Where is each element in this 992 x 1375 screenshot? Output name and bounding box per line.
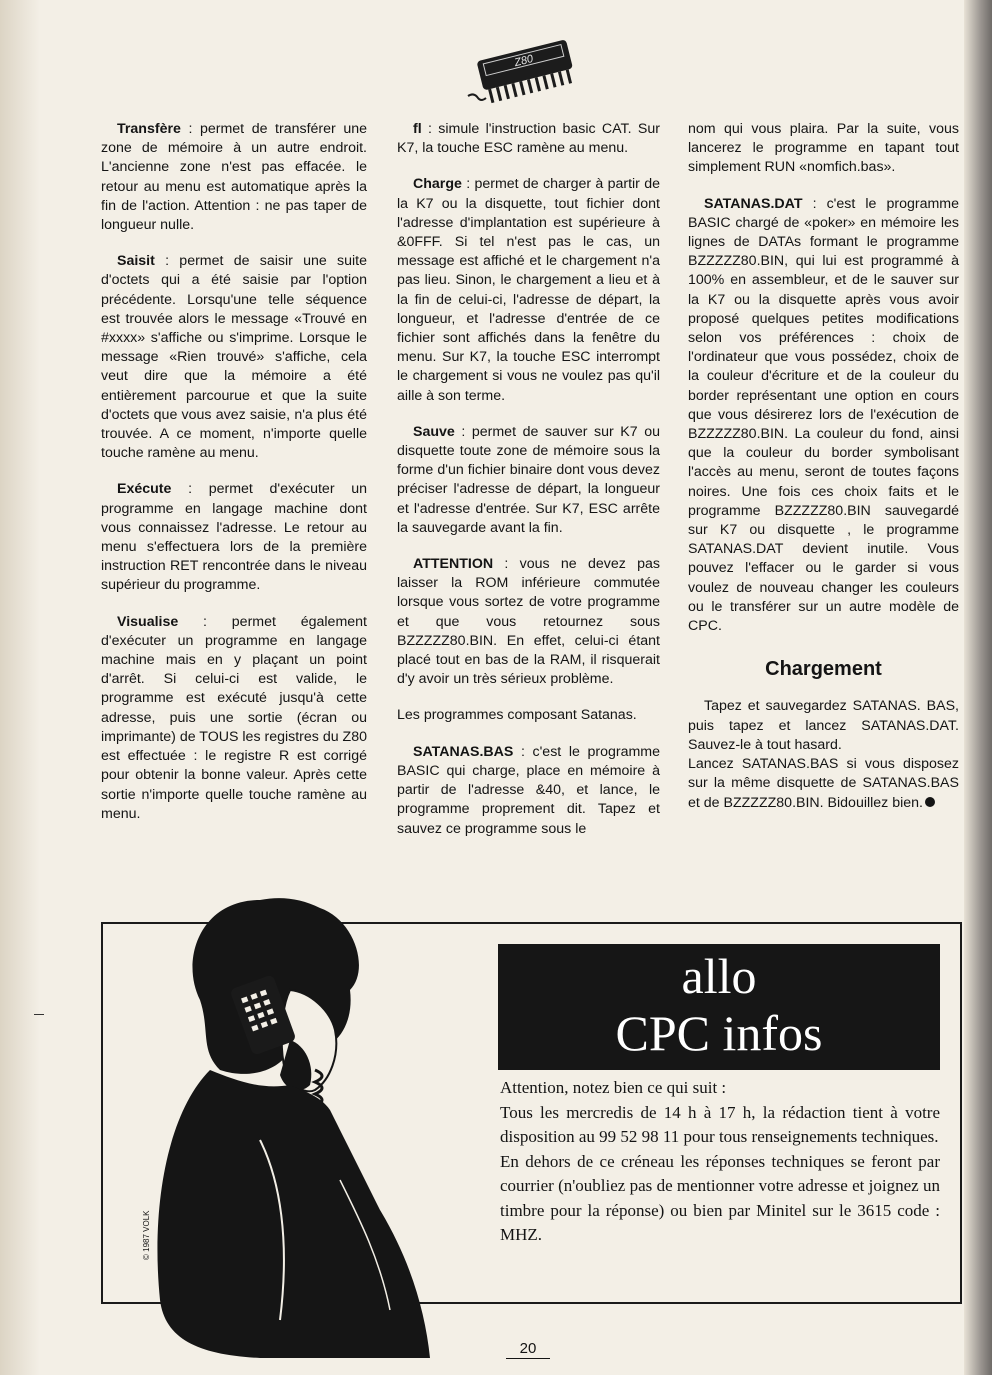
paragraph-text: : permet de sauver sur K7 ou disquette toute zone de mémoire sous la forme d'un fichier binaire dont vous devez préciser l'adresse de départ, la longueur et l'adresse d'entrée. Sur K7, ESC arrête la sauvegarde avant la fin.: [397, 423, 660, 536]
column1-paragraph: [101, 252, 367, 463]
article-column-2: [397, 120, 660, 856]
chargement-paragraph-2: Lancez SATANAS.BAS si vous disposez sur la même disquette de SATANAS.BAS et de BZZZZZ80.BIN. Bidouillez bien.: [688, 756, 959, 811]
woman-on-phone-illustration: [140, 880, 440, 1360]
paragraph-keyword: Visualise: [117, 613, 179, 630]
column2-paragraph: [397, 423, 660, 538]
paragraph-text: : permet d'exécuter un programme en langage machine dont vous connaissez l'adresse. Le retour au menu s'effectuera lors de la première instruction RET rencontrée dans le niveau supérieur du programme.: [101, 481, 367, 594]
paragraph-text: : c'est le programme BASIC qui charge, place en mémoire à partir de l'adresse &40, et lance, le programme proprement dit. Tapez et sauvez ce programme sous le: [397, 743, 660, 837]
article-column-1: [101, 120, 367, 841]
paragraph-text: : c'est le programme BASIC chargé de «poker» en mémoire les lignes de DATAs formant le programme BZZZZZ80.BIN, qui lui est programmé à 100% en assembleur, et de le sauver sur la K7 ou la disquette après vous avoir proposé quelques petites modifications selon vos préférences : choix de l'ordinateur que vous possédez, choix de la couleur d'écriture et de la couleur du border représentant une option en cours que vous désirerez lors de l'exécution de BZZZZZ80.BIN. La couleur du fond, ainsi que la couleur du border symbolisant l'accès au menu, seront de toutes façons noires. Une fois ces choix faits et le programme BZZZZZ80.BIN sauvegardé sur K7 ou disquette , le programme SATANAS.DAT devient inutile. Vous pouvez l'effacer ou le garder si vous voulez de nouveau changer les couleurs ou le transférer sur un autre modèle de CPC.: [688, 195, 959, 635]
paragraph-keyword: SATANAS.BAS: [413, 743, 514, 760]
page-edge-left: [0, 0, 40, 1375]
paragraph-keyword: Exécute: [117, 481, 172, 498]
column1-paragraph: [101, 120, 367, 235]
banner-line-1: allo: [681, 948, 757, 1004]
paragraph-text: : simule l'instruction basic CAT. Sur K7, la touche ESC ramène au menu.: [397, 121, 660, 157]
paragraph-keyword: fl: [413, 121, 422, 137]
paragraph-text: : permet de charger à partir de la K7 ou la disquette, tout fichier dont l'adresse d'implantation est supérieure à &0FFF. Si tel n'est pas le cas, un message est affiché et le chargement n'a pas lieu. Sinon, le chargement a lieu et à la fin de celui-ci, l'adresse de départ, la longueur, et l'adresse d'entrée de ce fichier sont affichés dans la fenêtre du menu. Sur K7, la touche ESC interrompt le chargement si vous ne voulez pas qu'il aille à son terme.: [397, 176, 660, 404]
paragraph-keyword: ATTENTION: [413, 556, 494, 573]
page-number: 20: [506, 1340, 550, 1359]
margin-mark: [34, 1014, 44, 1015]
paragraph-keyword: Transfère: [117, 121, 181, 137]
end-bullet-icon: [925, 797, 935, 807]
article-column-3: [688, 120, 959, 813]
z80-chip-illustration: [466, 30, 584, 110]
banner-line-2: CPC infos: [615, 1005, 823, 1061]
page-edge-right: [964, 0, 992, 1375]
illustration-credit: © 1987 VOLK: [142, 1210, 151, 1260]
column1-paragraph: [101, 613, 367, 824]
paragraph-text: : vous ne devez pas laisser la ROM inférieure commutée lorsque vous sortez de votre programme et que vous retournez sous BZZZZZ80.BIN. En effet, celui-ci étant placé tout en bas de la RAM, il risquerait d'y avoir un très sérieux problème.: [397, 556, 660, 688]
paragraph-text: : permet de transférer une zone de mémoire à un autre endroit. L'ancienne zone n'est pas effacée. le retour au menu est automatique après la fin de l'action. Attention : ne pas taper de longueur nulle.: [101, 121, 367, 234]
info-box-banner: [498, 944, 940, 1070]
paragraph-text: : permet également d'exécuter un programme en langage machine mais en y plaçant un point d'arrêt. Si celui-ci est valide, le programme est exécuté jusqu'à cette adresse, puis une sortie (écran ou imprimante) de TOUS les registres du Z80 est effectuée : le registre R est corrigé pour obtenir la bonne valeur. Après cette sortie n'importe quelle touche ramène au menu.: [101, 613, 367, 822]
section-heading-chargement: Chargement: [765, 658, 882, 681]
column3-paragraph: [688, 120, 959, 178]
paragraph-keyword: Charge: [413, 176, 462, 193]
notice-line-2: Tous les mercredis de 14 h à 17 h, la rédaction tient à votre disposition au 99 52 98 11 pour tous renseignements techniques.: [500, 1102, 940, 1146]
column3-paragraph: [688, 195, 959, 637]
paragraph-text: nom qui vous plaira. Par la suite, vous lancerez le programme en tapant tout simplement RUN «nomfich.bas».: [688, 121, 959, 176]
paragraph-keyword: SATANAS.DAT: [704, 195, 803, 212]
column2-paragraph: [397, 120, 660, 158]
paragraph-keyword: Saisit: [117, 253, 155, 270]
column1-paragraph: [101, 480, 367, 595]
chip-label: Z80: [513, 52, 535, 70]
column2-paragraph: [397, 175, 660, 405]
paragraph-text: Les programmes composant Satanas.: [397, 707, 637, 724]
notice-line-3: En dehors de ce créneau les réponses techniques se feront par courrier (n'oubliez pas de mentionner votre adresse et joignez un timbre pour la réponse) ou bien par Minitel sur le 3615 code : MHZ.: [500, 1151, 940, 1244]
paragraph-text: : permet de saisir une suite d'octets qui a été saisie par l'option précédente. Lorsqu'une telle séquence est trouvée alors le message «Trouvé en #xxxx» s'affiche ou s'imprime. Lorsque le message «Rien trouvé» s'affiche, cela veut dire que la mémoire a été entièrement parcourue et que la suite d'octets que vous avez saisie, n'a plus été trouvée. A ce moment, n'importe quelle touche ramène au menu.: [101, 253, 367, 462]
column2-paragraph: [397, 555, 660, 689]
notice-line-1: Attention, notez bien ce qui suit :: [500, 1078, 727, 1097]
column2-paragraph: [397, 743, 660, 839]
chargement-paragraph-1: Tapez et sauvegardez SATANAS. BAS, puis tapez et lancez SATANAS.DAT. Sauvez-le à tout hasard.: [688, 698, 959, 753]
info-box-notice: [500, 1076, 940, 1248]
column2-paragraph: [397, 706, 660, 725]
paragraph-keyword: Sauve: [413, 423, 455, 440]
